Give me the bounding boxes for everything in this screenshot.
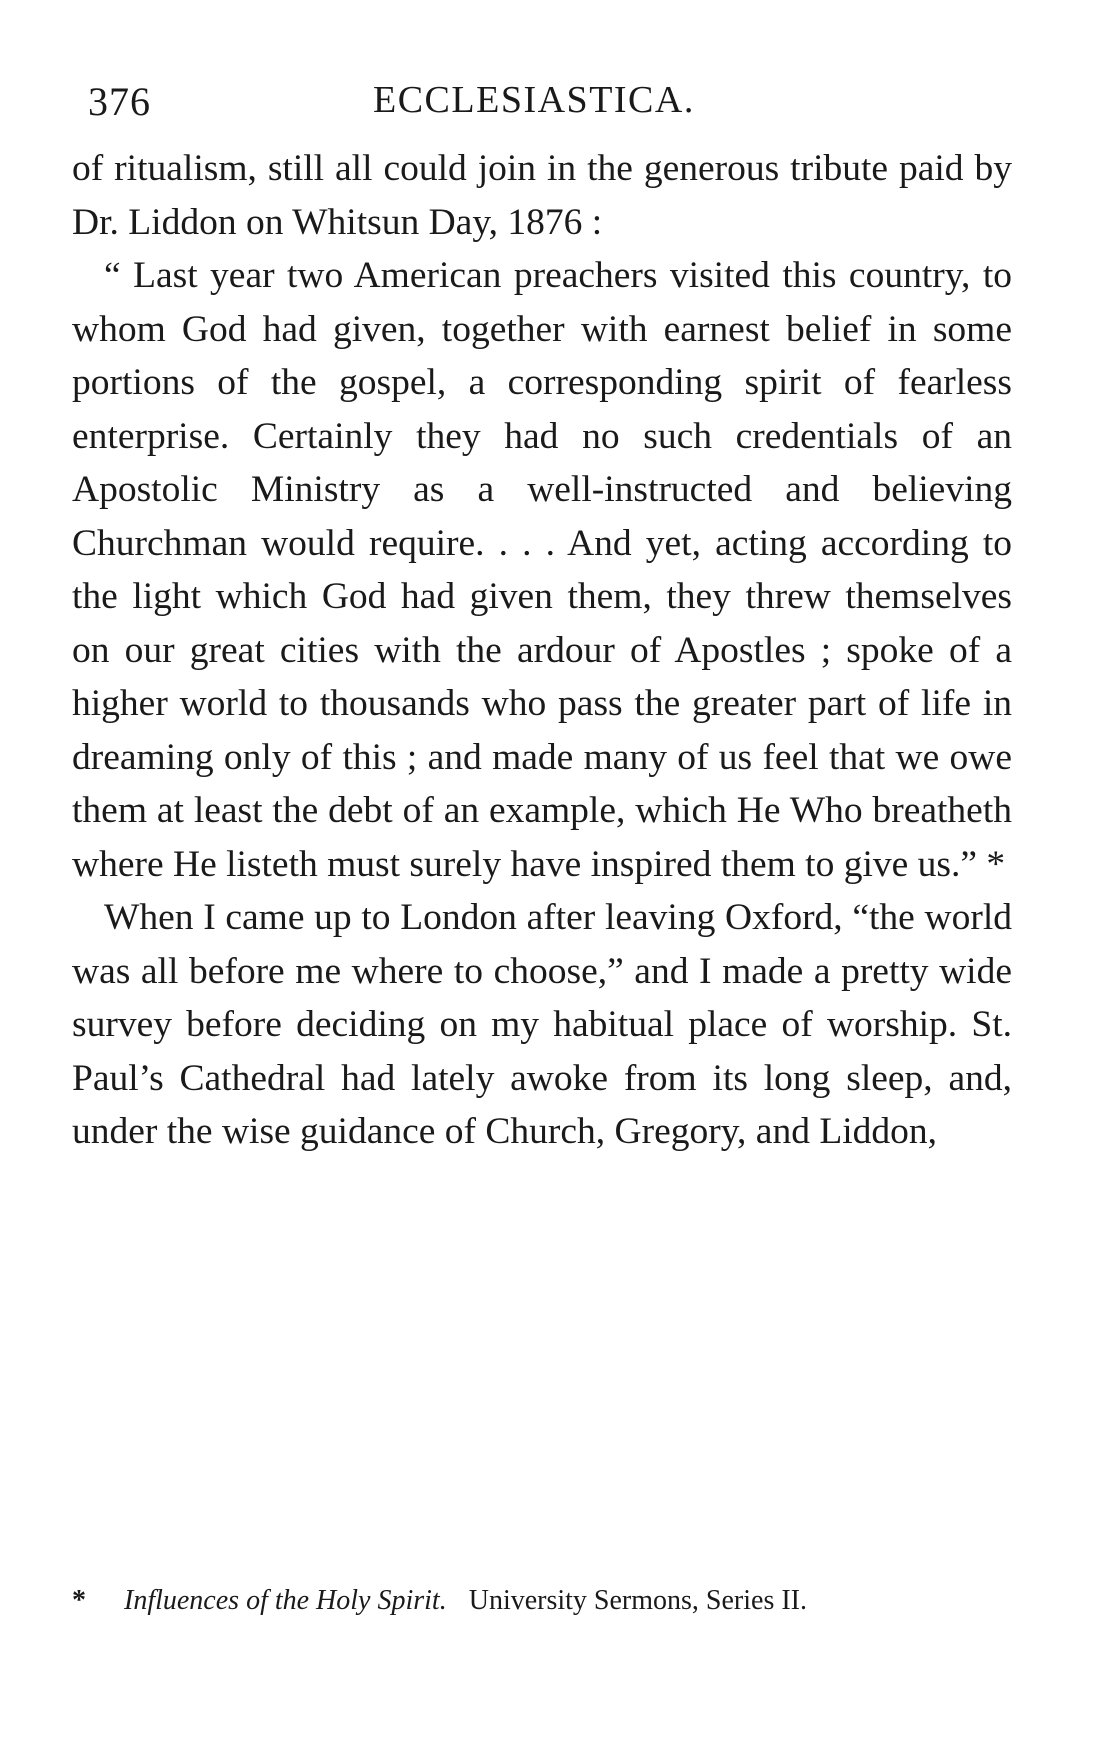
- body-text: [72, 142, 1012, 1159]
- paragraph-continuation: of ritualism, still all could join in the generous tribute paid by Dr. Liddon on Whitsun Day, 1876 :: [72, 148, 1012, 243]
- running-title: ECCLESIASTICA.: [373, 79, 695, 121]
- paragraph-quotation: “ Last year two American preachers visited this country, to whom God had given, together with earnest belief in some portions of the gospel, a corresponding spirit of fearless enterprise. Certainly they had no such credentials of an Apostolic Ministry as a well-instructed and believing Churchman would require. . . . And yet, acting according to the light which God had given them, they threw themselves on our great cities with the ardour of Apostles ; spoke of a higher world to thousands who pass the greater part of life in dreaming only of this ; and made many of us feel that we owe them at least the debt of an example, which He Who breatheth where He listeth must surely have inspired them to give us.” *: [72, 255, 1012, 885]
- footnote-title: Influences of the Holy Spirit.: [124, 1585, 447, 1616]
- footnote: [72, 1583, 1012, 1619]
- footnote-mark: *: [72, 1585, 86, 1616]
- footnote-source: University Sermons, Series II.: [468, 1585, 808, 1616]
- paragraph-narrative: When I came up to London after leaving Oxford, “the world was all before me where to choose,” and I made a pretty wide survey before deciding on my habitual place of worship. St. Paul’s Cathedral had lately awoke from its long sleep, and, under the wise guidance of Church, Gregory, and Liddon,: [72, 897, 1012, 1152]
- running-header: [88, 78, 1018, 138]
- page-number: 376: [88, 79, 151, 124]
